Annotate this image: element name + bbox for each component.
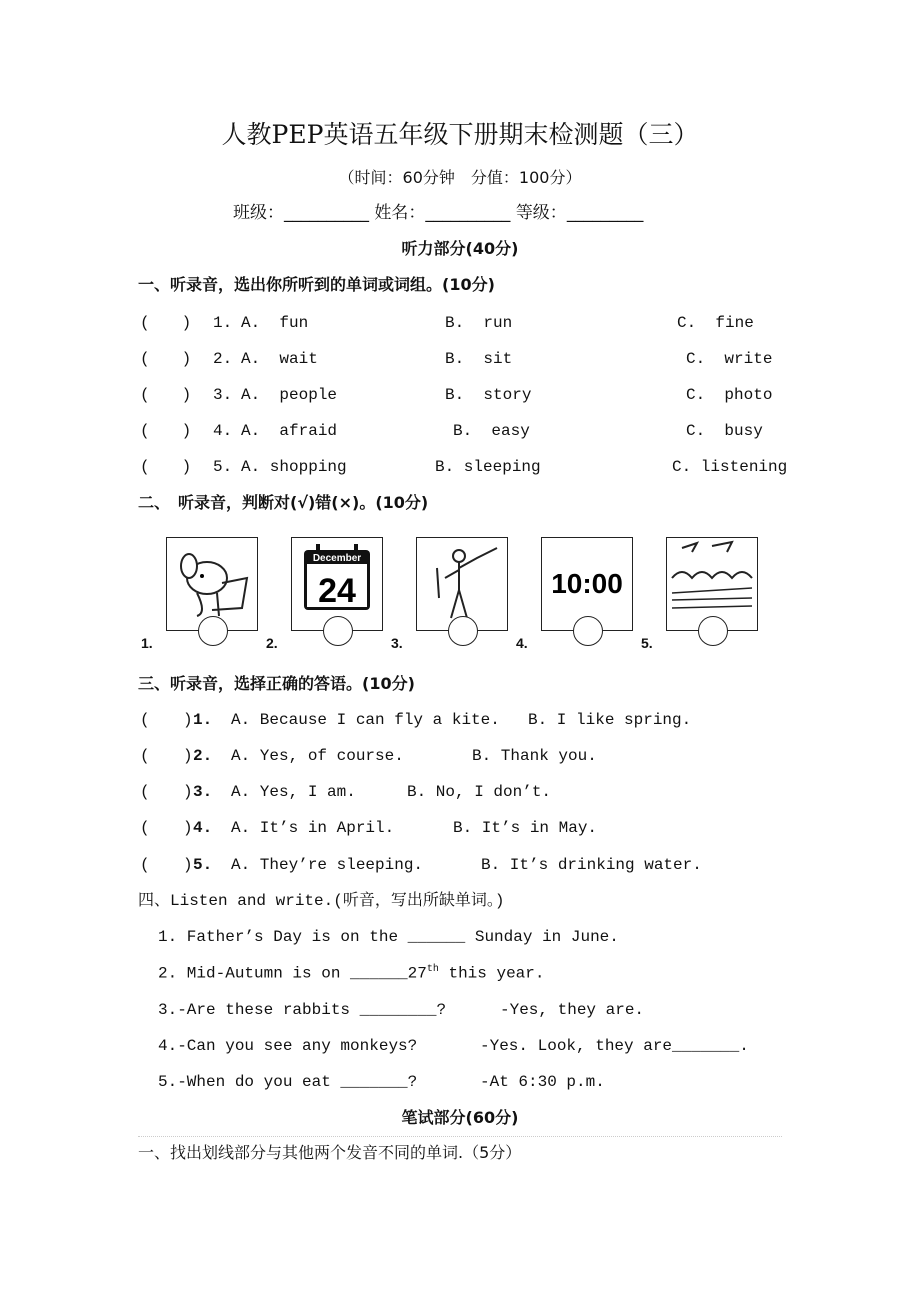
answer-bracket-open[interactable]: (: [140, 711, 150, 729]
item-number: 3.: [213, 386, 233, 404]
option-b: B. No, I don’t.: [407, 783, 552, 801]
answer-circle-5[interactable]: [698, 616, 728, 646]
item-number: 5.: [213, 458, 233, 476]
class-blank[interactable]: __________: [284, 203, 369, 223]
answer-bracket-close: ): [183, 783, 193, 801]
subtitle: （时间：60分钟 分值：100分）: [338, 168, 582, 187]
option-a: A. Yes, of course.: [231, 747, 404, 765]
option-a: A. wait: [241, 350, 318, 368]
option-b: B. It’s in May.: [453, 819, 598, 837]
part4-heading: 四、Listen and write.(听音，写出所缺单词。): [138, 892, 505, 910]
part2-heading: 二、 听录音，判断对(√)错(×)。(10分): [138, 493, 429, 512]
part3-heading: 三、听录音，选择正确的答语。(10分): [138, 674, 415, 693]
option-b: B. run: [445, 314, 513, 332]
answer-bracket[interactable]: ( ): [140, 314, 192, 332]
picture-number: 3.: [391, 635, 403, 651]
question: 1. Father’s Day is on the ______ Sunday in June.: [158, 928, 619, 946]
option-a: A. They’re sleeping.: [231, 856, 424, 874]
page-title: 人教PEP英语五年级下册期末检测题（三）: [221, 120, 699, 149]
grade-label: 等级：: [515, 203, 567, 223]
divider: [138, 1136, 782, 1137]
answer-text: -Yes. Look, they are_______.: [480, 1037, 749, 1055]
name-blank[interactable]: __________: [425, 203, 511, 223]
question: 5.-When do you eat _______?: [158, 1073, 418, 1091]
item-number: 2.: [213, 350, 233, 368]
answer-circle-4[interactable]: [573, 616, 603, 646]
answer-circle-2[interactable]: [323, 616, 353, 646]
picture-number: 5.: [641, 635, 653, 651]
option-b: B. Thank you.: [472, 747, 597, 765]
option-b: B. easy: [453, 422, 530, 440]
question-end: this year.: [438, 964, 545, 983]
class-label: 班级：: [233, 203, 284, 223]
option-b: B. sleeping: [435, 458, 541, 476]
option-a: A. fun: [241, 314, 309, 332]
option-a: A. It’s in April.: [231, 819, 395, 837]
picture-number: 1.: [141, 635, 153, 651]
calendar-day: 24: [318, 572, 356, 610]
writing-part1-heading: 一、找出划线部分与其他两个发音不同的单词.（5分）: [138, 1143, 522, 1162]
option-a: A. Yes, I am.: [231, 783, 356, 801]
question-text: [158, 929, 619, 945]
calendar-month: December: [312, 553, 362, 564]
answer-bracket[interactable]: ( ): [140, 386, 192, 404]
question-text: [158, 1002, 446, 1018]
option-a: A. people: [241, 386, 338, 404]
superscript: th: [426, 964, 439, 975]
picture-number: 4.: [516, 635, 528, 651]
option-b: B. sit: [445, 350, 513, 368]
option-b: B. story: [445, 386, 532, 404]
answer-circle-3[interactable]: [448, 616, 478, 646]
option-c: C. write: [686, 350, 773, 368]
option-b: B. It’s drinking water.: [481, 856, 702, 874]
answer-bracket-close: ): [183, 711, 193, 729]
answer-bracket-open[interactable]: (: [140, 747, 150, 765]
item-number: 4.: [213, 422, 233, 440]
item-number: 1.: [193, 711, 213, 729]
answer-bracket-open[interactable]: (: [140, 856, 150, 874]
item-number: 3.: [193, 783, 213, 801]
item-number: 2.: [193, 747, 213, 765]
question: 2. Mid-Autumn is on ______27: [158, 964, 427, 983]
answer-bracket-close: ): [183, 747, 193, 765]
answer-bracket-close: ): [183, 819, 193, 837]
answer-bracket[interactable]: ( ): [140, 422, 192, 440]
option-a: A. afraid: [241, 422, 338, 440]
answer-circle-1[interactable]: [198, 616, 228, 646]
item-number: 5.: [193, 856, 213, 874]
question-text: [158, 965, 544, 981]
writing-header: 笔试部分(60分): [401, 1108, 519, 1127]
option-a: A. shopping: [241, 458, 347, 476]
answer-text: -Yes, they are.: [500, 1001, 645, 1019]
question-text: [158, 1038, 417, 1054]
info-fields: [233, 205, 643, 222]
item-number: 4.: [193, 819, 213, 837]
answer-bracket-close: ): [183, 856, 193, 874]
item-number: 1.: [213, 314, 233, 332]
name-label: 姓名：: [374, 203, 426, 223]
option-c: C. photo: [686, 386, 773, 404]
clock-time: 10:00: [551, 568, 623, 599]
option-c: C. busy: [686, 422, 763, 440]
answer-text: -At 6:30 p.m.: [480, 1073, 605, 1091]
answer-bracket-open[interactable]: (: [140, 819, 150, 837]
option-c: C. fine: [677, 314, 754, 332]
grade-blank[interactable]: _________: [566, 203, 644, 223]
question-text: [158, 1074, 417, 1090]
answer-bracket-open[interactable]: (: [140, 783, 150, 801]
question: 3.-Are these rabbits ________?: [158, 1001, 447, 1019]
picture-number: 2.: [266, 635, 278, 651]
option-b: B. I like spring.: [528, 711, 692, 729]
answer-bracket[interactable]: ( ): [140, 350, 192, 368]
option-a: A. Because I can fly a kite.: [231, 711, 500, 729]
question: 4.-Can you see any monkeys?: [158, 1037, 418, 1055]
answer-bracket[interactable]: ( ): [140, 458, 192, 476]
option-c: C. listening: [672, 458, 788, 476]
part1-heading: 一、听录音，选出你所听到的单词或词组。(10分): [138, 275, 495, 294]
listening-header: 听力部分(40分): [401, 239, 519, 258]
